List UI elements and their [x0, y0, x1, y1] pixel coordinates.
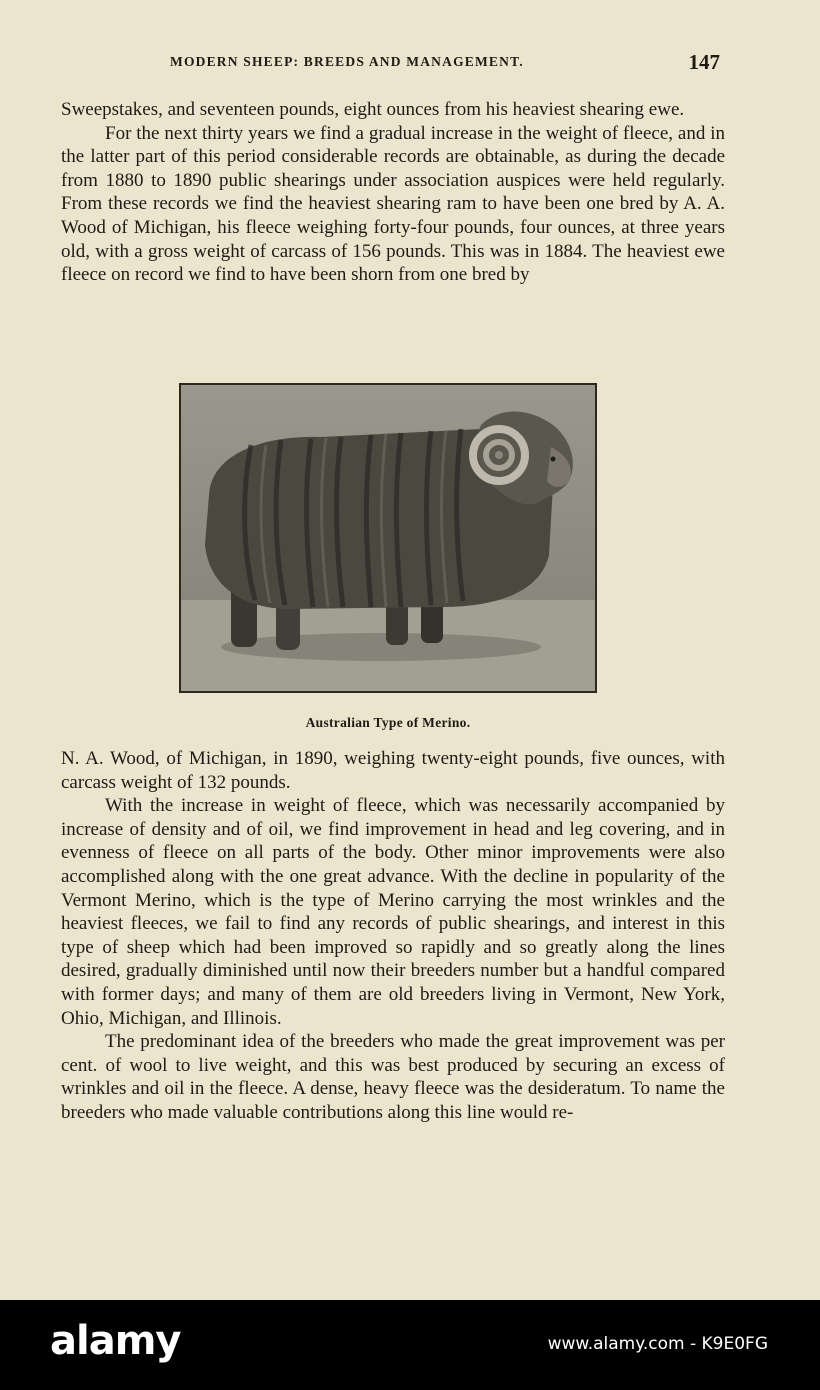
merino-ram-illustration — [181, 385, 595, 691]
paragraph: For the next thirty years we find a gradual increase in the weight of fleece, and in the latter part of this period considerable records are obtainable, as during the decade from 1880 to 1890 public shearings under association auspices were held regularly. From these records we find the heaviest shearing ram to have been one bred by A. A. Wood of Michigan, his fleece weighing forty-four pounds, four ounces, at three years old, with a gross weight of carcass of 156 pounds. This was in 1884. The heaviest ewe fleece on record we find to have been shorn from one bred by — [61, 122, 725, 286]
running-title: MODERN SHEEP: BREEDS AND MANAGEMENT. — [170, 54, 524, 69]
paragraph: N. A. Wood, of Michigan, in 1890, weighing twenty-eight pounds, five ounces, with carcass weight of 132 pounds. — [61, 748, 725, 793]
figure-caption: Australian Type of Merino. — [305, 715, 471, 730]
text-block-bottom — [61, 747, 725, 1125]
alamy-logo: alamy — [50, 1318, 181, 1364]
watermark-bar — [0, 1300, 820, 1390]
paragraph: With the increase in weight of fleece, which was necessarily accompanied by increase of density and of oil, we find improvement in head and leg covering, and in evenness of fleece on all parts of the body. Other minor improvements were also accomplished along with the one great advance. With the decline in popularity of the Vermont Merino, which is the type of Merino carrying the most wrinkles and the heaviest fleeces, we fail to find any records of public shearings, and interest in this type of sheep which had been improved so rapidly and so greatly along the lines desired, gradually diminished until now their breeders number but a handful compared with former days; and many of them are old breeders living in Vermont, New York, Ohio, Michigan, and Illinois. — [61, 795, 725, 1029]
paragraph: The predominant idea of the breeders who made the great improvement was per cent. of wool to live weight, and this was best produced by securing an excess of wrinkles and oil in the fleece. A dense, heavy fleece was the desideratum. To name the breeders who made valuable contributions along this line would re- — [61, 1031, 725, 1123]
image-id: www.alamy.com - K9E0FG — [547, 1334, 768, 1354]
page-header — [60, 52, 726, 76]
page-number: 147 — [688, 50, 720, 74]
paragraph: Sweepstakes, and seventeen pounds, eight ounces from his heaviest shearing ewe. — [61, 99, 685, 120]
merino-photo — [179, 383, 597, 693]
text-block-top — [61, 98, 725, 287]
